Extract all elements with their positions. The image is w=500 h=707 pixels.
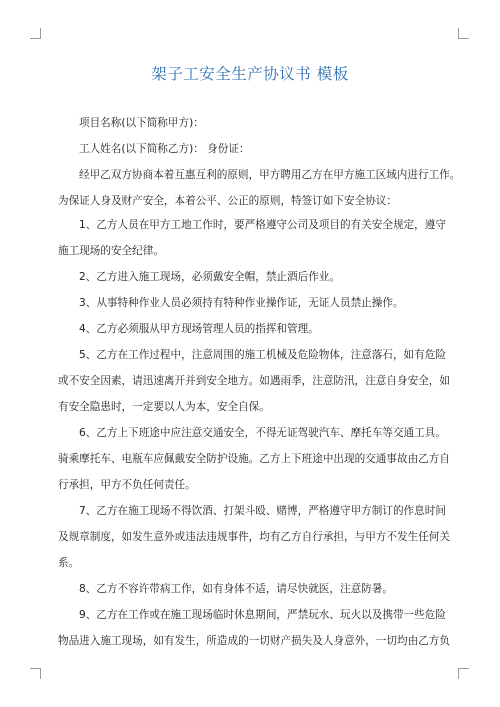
crop-mark-top-right	[458, 28, 469, 39]
clause-1: 1、乙方人员在甲方工地工作时，要严格遵守公司及项目的有关安全规定，遵守 施工现场的安全纪律。	[58, 219, 446, 257]
clause-4: 4、乙方必须服从甲方现场管理人员的指挥和管理。	[79, 323, 319, 335]
intro-paragraph: 经甲乙双方协商本着互惠互利的原则，甲方聘用乙方在甲方施工区域内进行工作。 为保证人身及财产安全，本着公平、公正的原则，特签订如下安全协议：	[58, 169, 461, 207]
clause-9: 9、乙方在工作或在施工现场临时休息期间，严禁玩水、玩火以及携带一些危险 物品进入施工现场，如有发生，所造成的一切财产损失及人身意外，一切均由乙方负	[58, 609, 450, 647]
document-title: 架子工安全生产协议书 模板	[151, 65, 349, 83]
crop-mark-bottom-right	[458, 668, 469, 679]
crop-mark-top-left	[30, 28, 41, 39]
clause-6: 6、乙方上下班途中应注意交通安全，不得无证驾驶汽车、摩托车等交通工具。 骑乘摩托车、电瓶车应佩戴安全防护设施。乙方上下班途中出现的交通事故由乙方自 行承担，甲方不负任何责任。	[58, 427, 450, 491]
clause-8: 8、乙方不容许带病工作，如有身体不适，请尽快就医，注意防暑。	[79, 583, 393, 595]
clause-7: 7、乙方在施工现场不得饮酒、打架斗殴、赌博，严格遵守甲方制订的作息时间 及规章制度，如发生意外或违法违规事件，均有乙方自行承担，与甲方不发生任何关 系。	[58, 505, 450, 569]
field-worker-name: 工人姓名(以下简称乙方)： 身份证：	[79, 143, 250, 155]
clause-3: 3、从事特种作业人员必须持有特种作业操作证，无证人员禁止操作。	[79, 297, 404, 309]
crop-mark-bottom-left	[30, 668, 41, 679]
field-project-name: 项目名称(以下简称甲方)：	[79, 117, 204, 129]
clause-5: 5、乙方在工作过程中，注意周围的施工机械及危险物体，注意落石，如有危险 或不安全因素，请迅速离开并到安全地方。如遇雨季，注意防汛，注意自身安全，如 有安全隐患时，一定要以人为本，安全自保。	[58, 349, 450, 413]
clause-2: 2、乙方进入施工现场，必须戴安全帽，禁止酒后作业。	[79, 271, 340, 283]
